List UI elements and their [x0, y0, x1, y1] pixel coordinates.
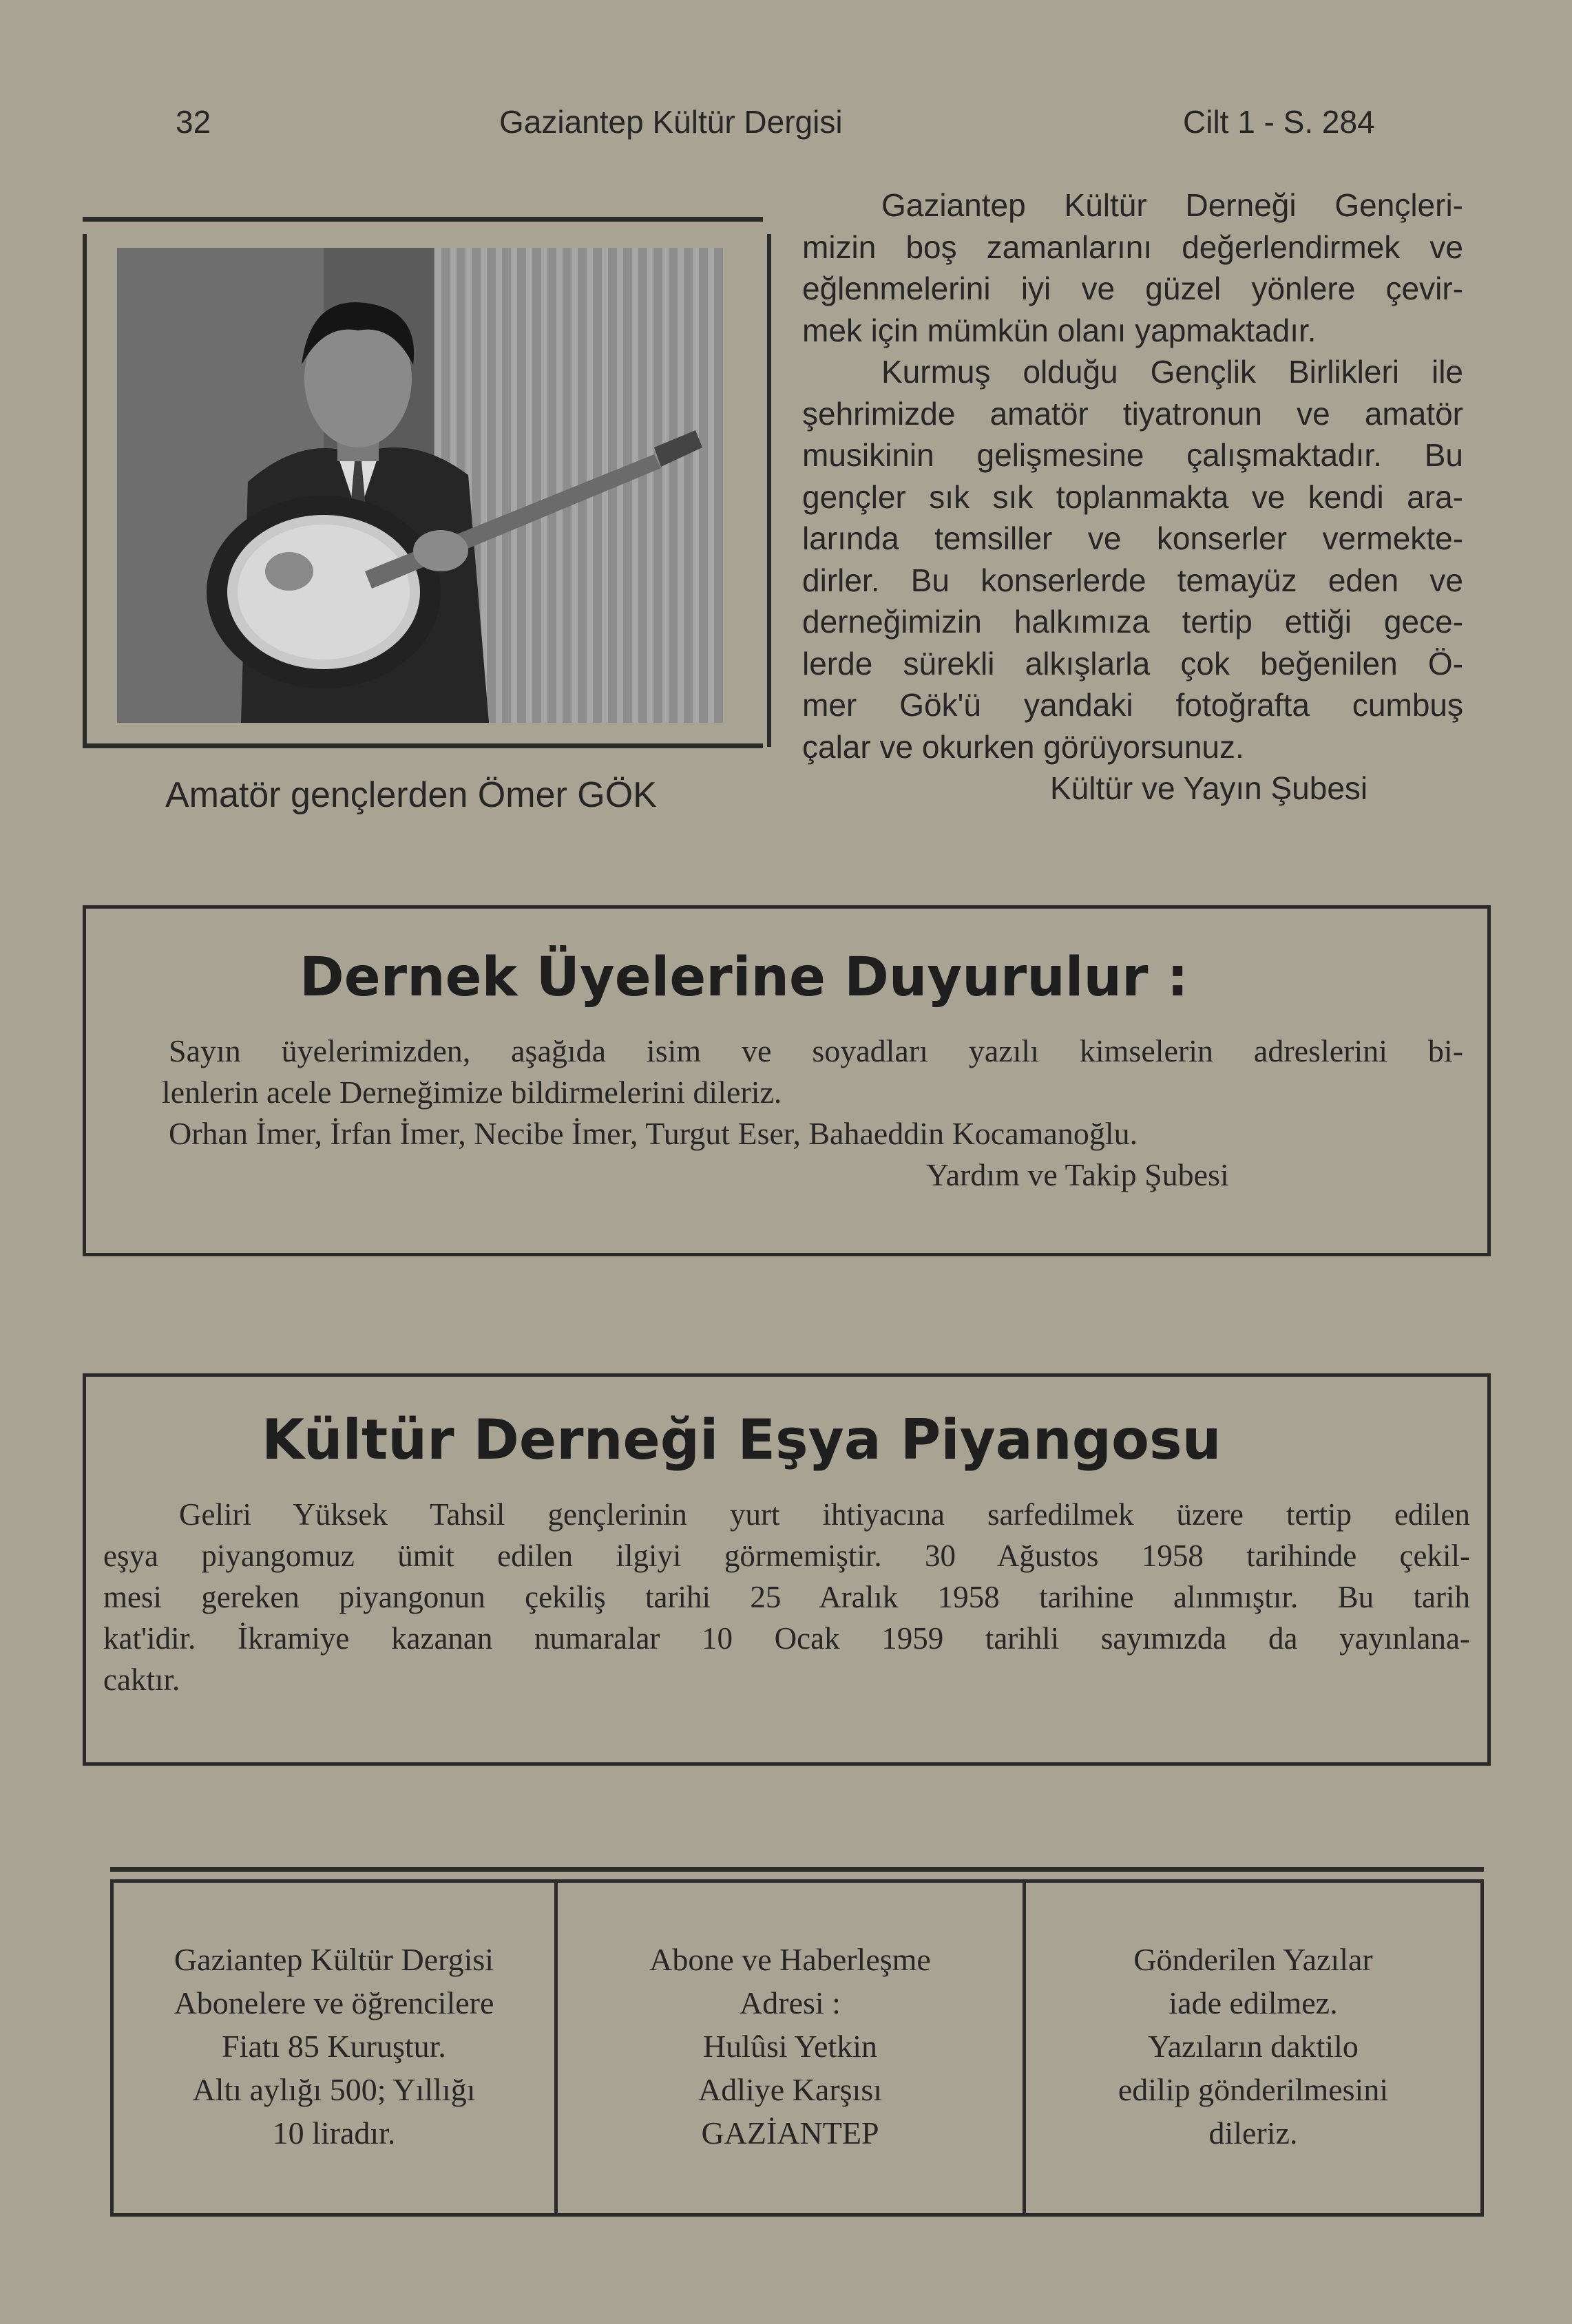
- footer-line: Abone ve Haberleşme: [649, 1942, 931, 1977]
- footer-line: Yazıların daktilo: [1148, 2029, 1359, 2064]
- lottery-line: kat'idir. İkramiye kazanan numaralar 10 Ocak 1959 tarihli sayımızda da yayınlana-: [103, 1621, 1470, 1656]
- article-line: Kurmuş olduğu Gençlik Birlikleri ile: [881, 354, 1463, 390]
- lottery-title: Kültür Derneği Eşya Piyangosu: [262, 1408, 1222, 1472]
- article-line: çalar ve okurken görüyorsunuz.: [802, 728, 1244, 765]
- footer-line: Abonelere ve öğrencilere: [174, 1985, 494, 2020]
- article-line: gençler sık sık toplanmakta ve kendi ara-: [802, 478, 1463, 515]
- notice-text: [162, 1029, 1463, 1194]
- article-line: mer Gök'ü yandaki fotoğrafta cumbuş: [802, 687, 1463, 723]
- footer-top-rule: [110, 1867, 1484, 1872]
- notice-line: Sayın üyelerimizden, aşağıda isim ve soyadları yazılı kimselerin adreslerini bi-: [169, 1033, 1463, 1068]
- notice-box: [83, 905, 1491, 1256]
- article-line: mizin boş zamanlarını değerlendirmek ve: [802, 229, 1463, 265]
- notice-line: lenlerin acele Derneğimize bildirmelerini dileriz.: [162, 1075, 782, 1110]
- footer-line: GAZİANTEP: [701, 2115, 879, 2151]
- footer-line: iade edilmez.: [1168, 1985, 1338, 2020]
- photo-top-rule: [83, 217, 763, 222]
- footer-line: 10 liradır.: [272, 2115, 396, 2151]
- article-line: lerde sürekli alkışlarla çok beğenilen Ö-: [802, 645, 1463, 682]
- article-line: dirler. Bu konserlerde temayüz eden ve: [802, 562, 1463, 598]
- footer-box: [110, 1879, 1484, 2217]
- lottery-text: [103, 1494, 1470, 1700]
- footer-line: Adliye Karşısı: [698, 2072, 882, 2107]
- photo-caption: Amatör gençlerden Ömer GÖK: [165, 775, 657, 815]
- lottery-line: Geliri Yüksek Tahsil gençlerinin yurt ihtiyacına sarfedilmek üzere tertip edilen: [179, 1497, 1470, 1532]
- footer-subscription: [114, 1938, 554, 2155]
- musician-photo: [117, 248, 723, 723]
- lottery-line: caktır.: [103, 1662, 180, 1697]
- lottery-box: [83, 1373, 1491, 1766]
- article-line: mek için mümkün olanı yapmaktadır.: [802, 312, 1317, 348]
- footer-line: Gönderilen Yazılar: [1133, 1942, 1373, 1977]
- footer-line: Fiatı 85 Kuruştur.: [222, 2029, 446, 2064]
- notice-names: Orhan İmer, İrfan İmer, Necibe İmer, Turgut Eser, Bahaeddin Kocamanoğlu.: [169, 1116, 1138, 1151]
- footer-line: Hulûsi Yetkin: [702, 2029, 878, 2064]
- article-signature: Kültür ve Yayın Şubesi: [1050, 770, 1368, 806]
- footer-submissions: [1026, 1938, 1480, 2155]
- lottery-line: mesi gereken piyangonun çekiliş tarihi 25 Aralık 1958 tarihine alınmıştır. Bu tarih: [103, 1580, 1470, 1614]
- notice-signature: Yardım ve Takip Şubesi: [926, 1157, 1229, 1192]
- footer-line: Altı aylığı 500; Yıllığı: [192, 2072, 476, 2107]
- footer-line: edilip gönderilmesini: [1118, 2072, 1389, 2107]
- article-line: musikinin gelişmesine çalışmaktadır. Bu: [802, 437, 1463, 473]
- notice-title: Dernek Üyelerine Duyurulur :: [300, 947, 1188, 1008]
- lottery-line: eşya piyangomuz ümit edilen ilgiyi görmemiştir. 30 Ağustos 1958 tarihinde çekil-: [103, 1539, 1470, 1573]
- footer-line: Adresi :: [740, 1985, 841, 2020]
- musician-photo-graphic: [117, 248, 723, 723]
- footer-address: [558, 1938, 1023, 2155]
- article-line: larında temsiller ve konserler vermekte-: [802, 520, 1463, 556]
- article-line: eğlenmelerini iyi ve güzel yönlere çevir-: [802, 271, 1463, 306]
- article-line: Gaziantep Kültür Derneği Gençleri-: [881, 187, 1463, 223]
- article-text: [802, 184, 1463, 810]
- page-header: [0, 103, 1572, 158]
- footer-line: Gaziantep Kültür Dergisi: [174, 1942, 494, 1977]
- issue-number: Cilt 1 - S. 284: [1183, 104, 1375, 140]
- photo-bottom-rule: [83, 743, 763, 748]
- magazine-title: Gaziantep Kültür Dergisi: [499, 104, 843, 140]
- article-line: şehrimizde amatör tiyatronun ve amatör: [802, 395, 1463, 432]
- page-number: 32: [176, 104, 211, 140]
- article-line: derneğimizin halkımıza tertip ettiği gece-: [802, 604, 1463, 640]
- footer-line: dileriz.: [1208, 2115, 1298, 2151]
